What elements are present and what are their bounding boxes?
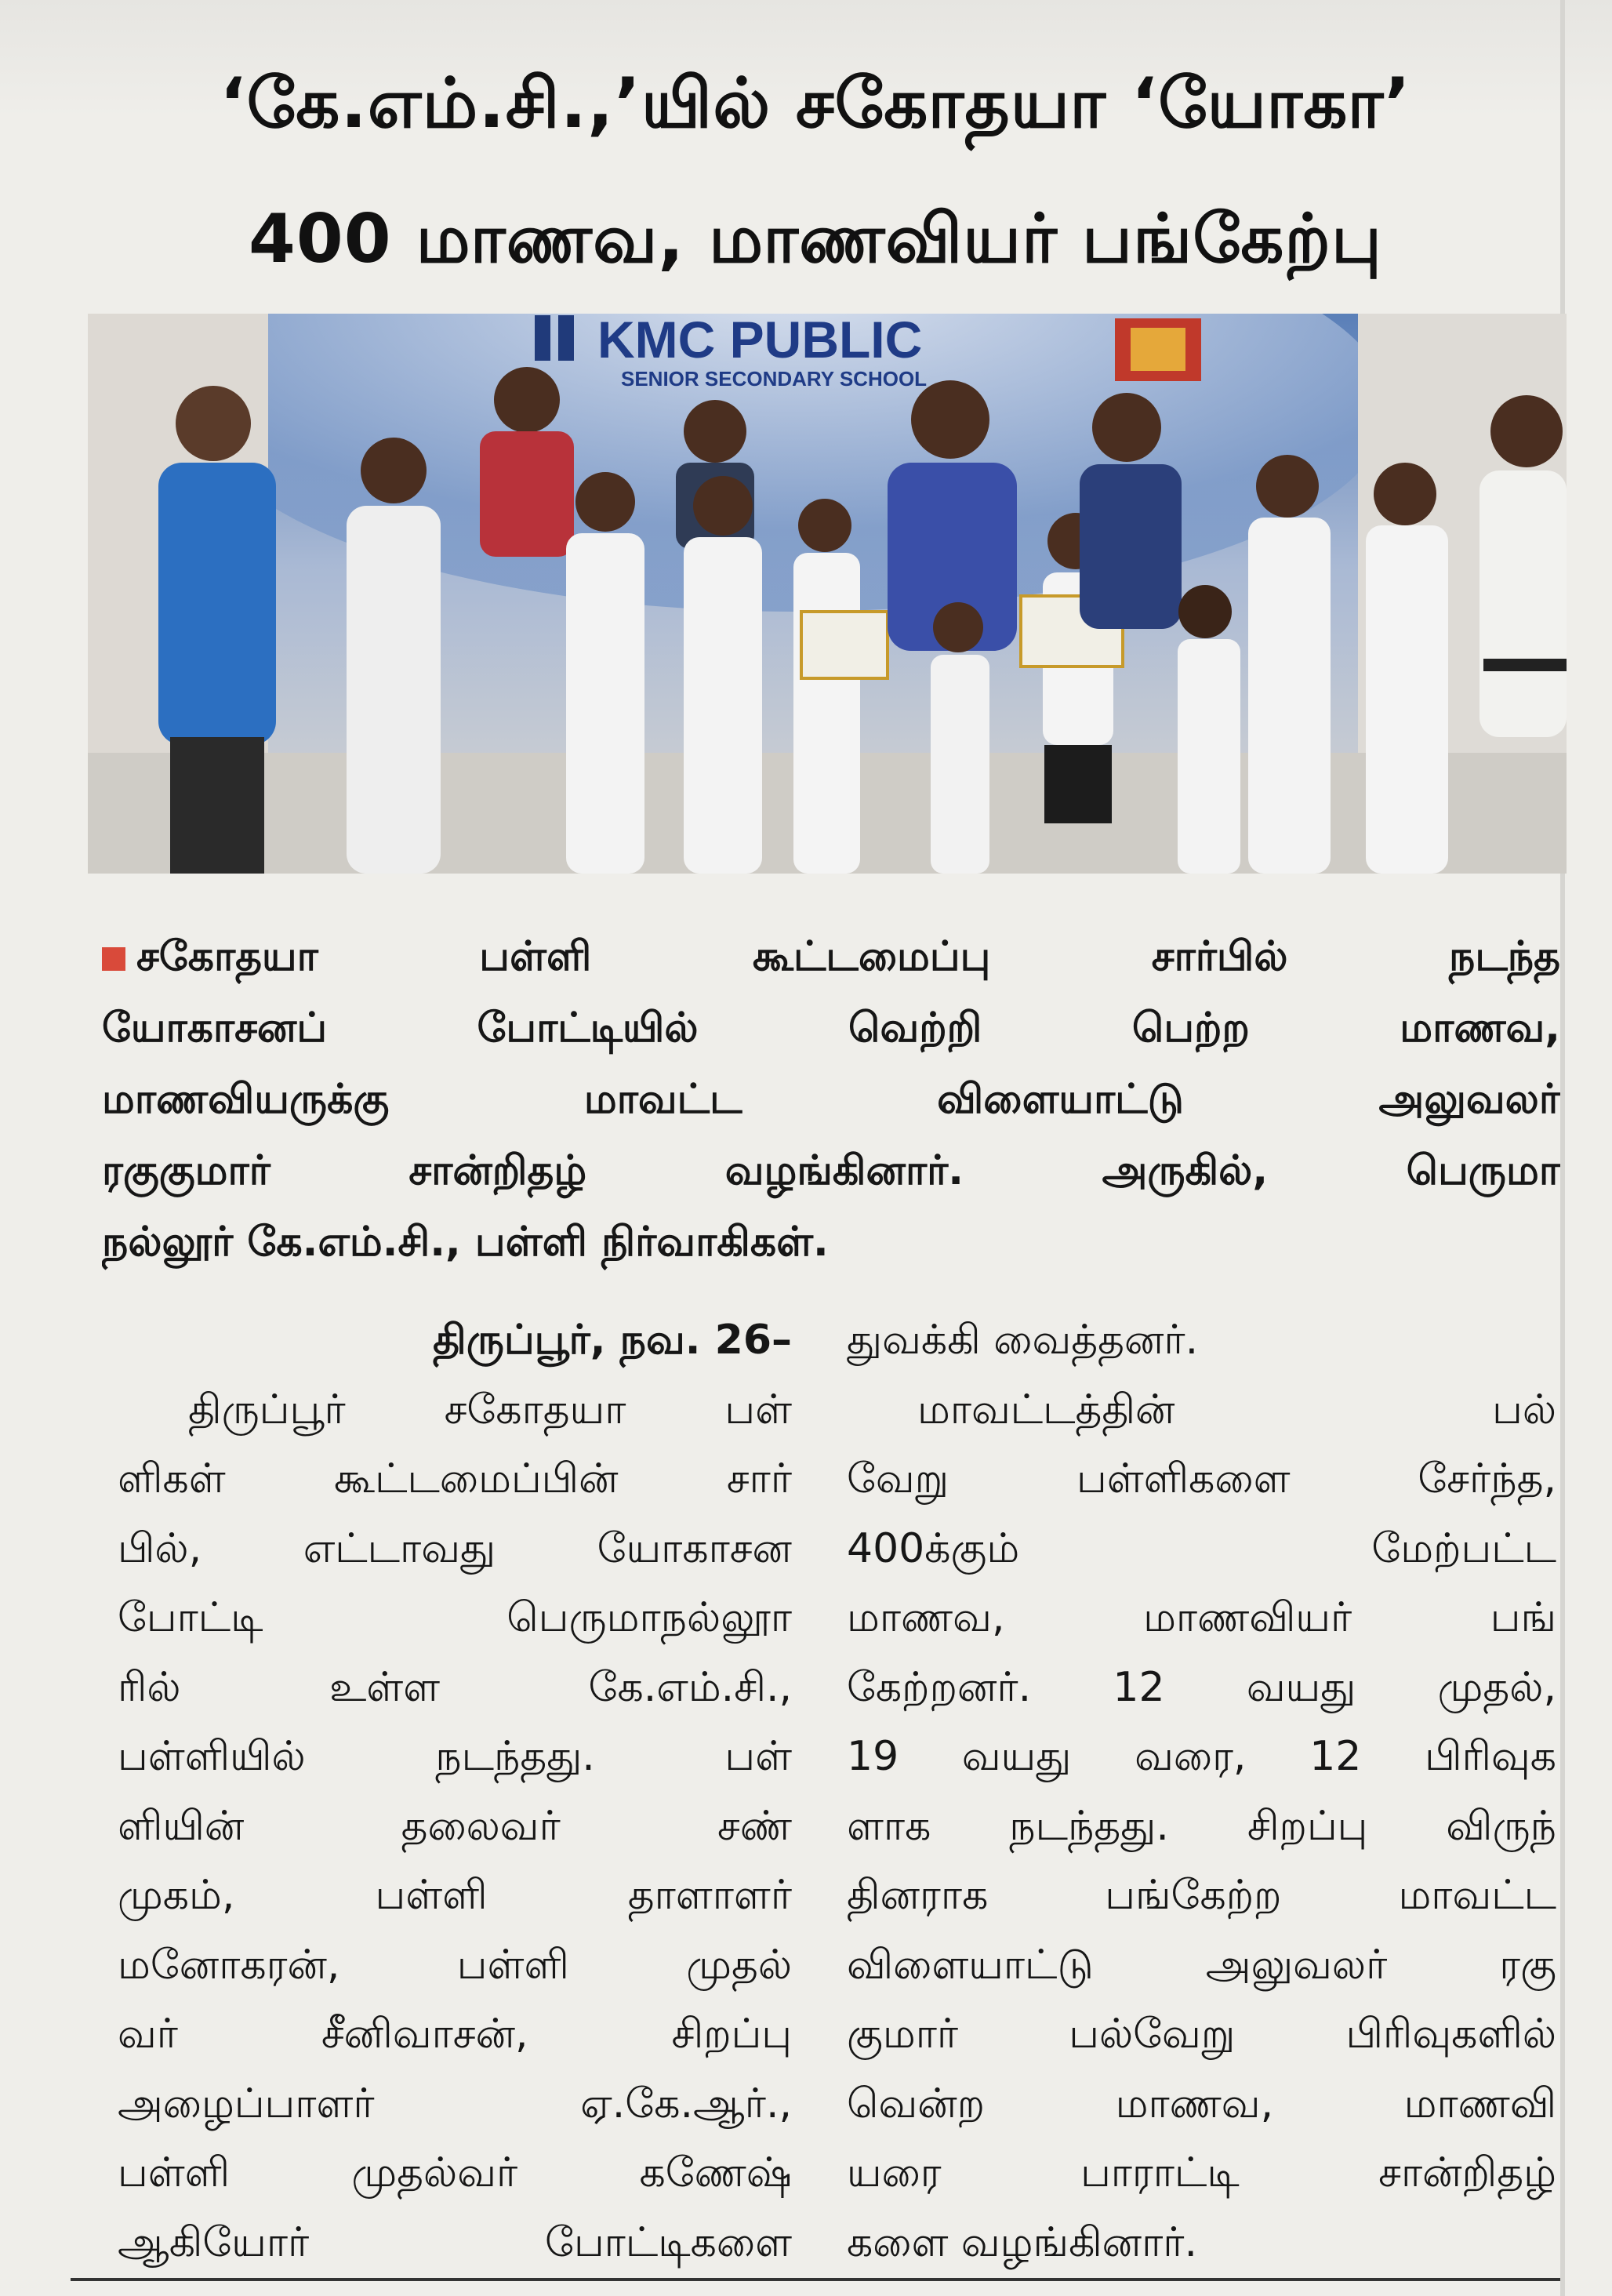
caption-line: மாணவியருக்கு மாவட்ட விளையாட்டு அலுவலர் — [102, 1076, 1560, 1123]
bottom-rule — [71, 2278, 1560, 2281]
article-line: அழைப்பாளர் ஏ.கே.ஆர்., — [118, 2080, 792, 2127]
caption-line: யோகாசனப் போட்டியில் வெற்றி பெற்ற மாணவ, — [102, 1004, 1560, 1052]
article-column-left — [118, 1306, 792, 2277]
article-line: ளியின் தலைவர் சண் — [118, 1802, 792, 1850]
article-line: ளிகள் கூட்டமைப்பின் சார் — [118, 1455, 792, 1502]
dateline: திருப்பூர், நவ. 26– — [433, 1317, 792, 1364]
article-line: மனோகரன், பள்ளி முதல் — [118, 1941, 792, 1989]
article-line: வேறு பள்ளிகளை சேர்ந்த, — [847, 1455, 1556, 1502]
caption-line-text: சகோதயா பள்ளி கூட்டமைப்பு சார்பில் நடந்த — [136, 933, 1560, 980]
article-line: தினராக பங்கேற்ற மாவட்ட — [847, 1872, 1556, 1919]
caption-line — [102, 921, 1560, 993]
article-column-right — [847, 1306, 1556, 2277]
article-line: ஆகியோர் போட்டிகளை — [118, 2218, 792, 2266]
article-line: முகம், பள்ளி தாளாளர் — [118, 1872, 792, 1919]
article-line: ரில் உள்ள கே.எம்.சி., — [118, 1663, 792, 1711]
article-line: 400க்கும் மேற்பட்ட — [847, 1524, 1556, 1572]
article-line: கேற்றனர். 12 வயது முதல், — [847, 1663, 1556, 1711]
banner-subtitle: SENIOR SECONDARY SCHOOL — [621, 367, 928, 391]
caption-bullet-icon — [102, 947, 125, 971]
article-line: விளையாட்டு அலுவலர் ரகு — [847, 1941, 1556, 1989]
article-line: மாணவ, மாணவியர் பங் — [847, 1594, 1556, 1641]
article-line: பள்ளி முதல்வர் கணேஷ் — [118, 2149, 792, 2196]
article-line: பில், எட்டாவது யோகாசன — [118, 1524, 792, 1572]
article-line: துவக்கி வைத்தனர். — [847, 1317, 1199, 1364]
article-line: யரை பாராட்டி சான்றிதழ் — [847, 2149, 1556, 2196]
headline-line-1: ‘கே.எம்.சி.,’யில் சகோதயா ‘யோகா’ — [220, 63, 1411, 144]
article-line: 19 வயது வரை, 12 பிரிவுக — [847, 1733, 1556, 1780]
article-line: களை வழங்கினார். — [847, 2218, 1197, 2266]
article-line: திருப்பூர் சகோதயா பள் — [188, 1386, 792, 1433]
photo-caption — [102, 921, 1560, 1278]
article-line: போட்டி பெருமாநல்லூா — [118, 1594, 792, 1641]
caption-line: ரகுகுமார் சான்றிதழ் வழங்கினார். அருகில், பெருமா — [102, 1147, 1560, 1194]
headline-line-2: 400 மாணவ, மாணவியர் பங்கேற்பு — [249, 200, 1382, 278]
caption-line: நல்லூர் கே.எம்.சி., பள்ளி நிர்வாகிகள். — [102, 1219, 829, 1266]
group-photo — [88, 314, 1567, 874]
article-line: மாவட்டத்தின் பல் — [917, 1386, 1556, 1433]
article-line: குமார் பல்வேறு பிரிவுகளில் — [847, 2011, 1556, 2058]
article-line: பள்ளியில் நடந்தது. பள் — [118, 1733, 792, 1780]
article-line: வர் சீனிவாசன், சிறப்பு — [118, 2011, 792, 2058]
banner-title: KMC PUBLIC — [597, 314, 923, 369]
article-line: வென்ற மாணவ, மாணவி — [847, 2080, 1556, 2127]
article-line: ளாக நடந்தது. சிறப்பு விருந் — [847, 1802, 1556, 1850]
